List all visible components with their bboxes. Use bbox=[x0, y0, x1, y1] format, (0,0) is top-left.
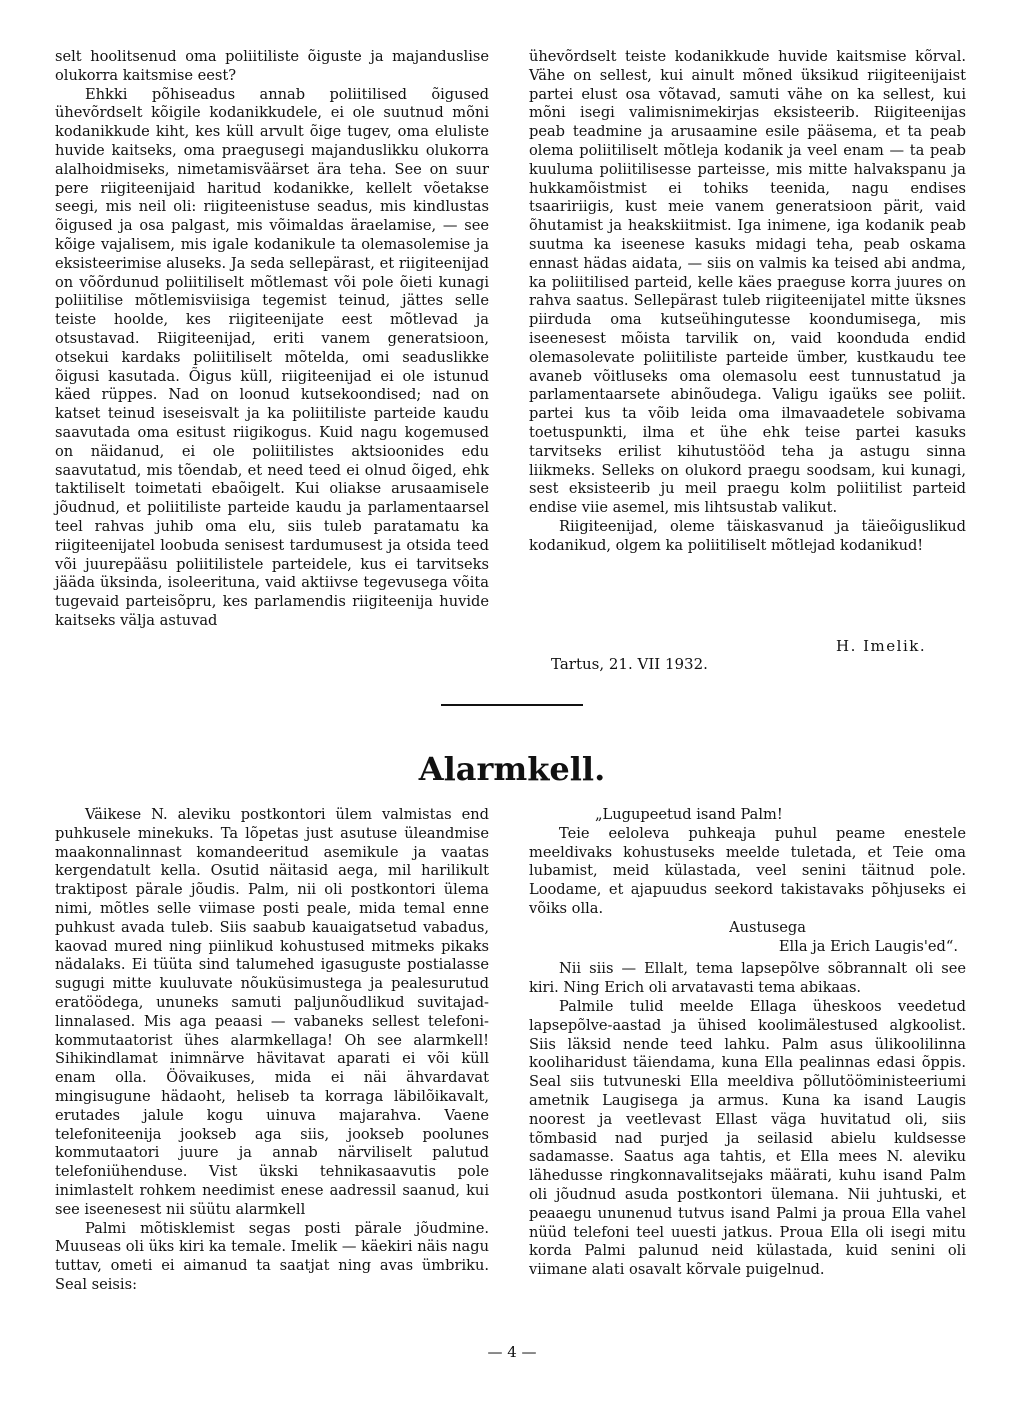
paragraph: Palmi mõtisklemist segas posti pärale jõudmine. Muuseas oli üks kiri ka temale. Imelik — käekiri näis nagu tuttav, ometi ei aimanud ta saatjat ning avas ümbriku. Seal seisis: bbox=[55, 1219, 489, 1293]
story-column-1 bbox=[55, 806, 489, 1295]
page-number: — 4 — bbox=[487, 1343, 537, 1361]
paragraph: Väikese N. aleviku postkontori ülem valmistas end puhkusele minekuks. Ta lõpetas just asutuse üleandmise maakonnalinnast komandeeritud asemikule ja vaatas kergendatult kella. Osutid näitasid aega, mil harilikult traktipost pärale jõudis. Palm, nii oli postkontori ülema nimi, mõtles selle viimase posti peale, mida temal enne puhkust avada tuleb. Siis saabub kauaigatsetud vabadus, kaovad mured ning piinlikud kohustused mitmeks pikaks nädalaks. Ei tüüta sind talumehed igasuguste postialasse sugugi mitte kuuluvate nõuküsimustega ja pealesurutud eratöödega, ununeks samuti paljunõudlikud suvitajad-linnalased. Mis aga peaasi — vabaneks sellest telefoni-kommutaatorist ühes alarmkellaga! Oh see alarmkell! Sihikindlamat inimnärve hävitavat aparati ei või küll enam olla. Öövaikuses, mida ei näi ähvardavat mingisugune hädaoht, heliseb ta korraga läbilõikavalt, erutades jalule kogu uinuva majarahva. Vaene telefoniteenija jookseb aga siis, jookseb poolunes kommutaatori juure ja annab närviliselt palutud telefoniühenduse. Vist ükski tehnikasaavutis pole inimlastelt rohkem needimist enese aadressil saanud, kui see iseenesest nii süütu alarmkell bbox=[55, 806, 489, 1218]
paragraph: Palmile tulid meelde Ellaga üheskoos veedetud lapsepõlve-aastad ja ühised koolimälestused algkoolist. Siis läksid nende teed lahku. Palm asus ülikoolilinna kooliharidust täiendama, kuna Ella pealinnas edasi õppis. Seal siis tutvuneski Ella meeldiva põllutööministeeriumi ametnik Laugisega ja armus. Kuna ka isand Laugis noorest ja veetlevast Ellast väga huvitatud oli, siis tõmbasid nad purjed ja seilasid abielu kuldsesse sadamasse. Saatus aga tahtis, et Ella mees N. aleviku lähedusse ringkonnavalitsejaks määrati, kuhu isand Palm oli jõudnud asuda postkontori ülemana. Nii juhtuski, et peaaegu ununenud tutvus isand Palmi ja proua Ella vahel nüüd telefoni teel uuesti jatkus. Proua Ella oli isegi mitu korda Palmi palunud neid külastada, kuid senini oli viimane alati osavalt kõrvale puigelnud. bbox=[529, 997, 966, 1279]
paragraph: Riigiteenijad, oleme täiskasvanud ja täieõiguslikud kodanikud, olgem ka poliitiliselt mõtlejad kodanikud! bbox=[529, 517, 966, 554]
author-signature: H. Imelik. bbox=[836, 637, 927, 655]
letter-closing: Austusega bbox=[729, 918, 806, 936]
letter-body: Teie eeloleva puhkeaja puhul peame enestele meeldivaks kohustuseks meelde tuletada, et Teie oma lubamist, meid külastada, veel senini täitnud pole. Loodame, et ajapuudus seekord takistavaks põhjuseks ei võiks olla. bbox=[529, 824, 966, 917]
paragraph: ühevõrdselt teiste kodanikkude huvide kaitsmise kõrval. Vähe on sellest, kui ainult mõned üksikud riigiteenijaist partei elust osa võtavad, samuti vähe on ka sellest, kui mõni isegi valimisnimekirjas eksisteerib. Riigiteenijas peab teadmine ja arusaamine esile pääsema, et ta peab olema poliitiliselt mõtleja kodanik ja veel enam — ta peab kuuluma poliitilisesse parteisse, mis mitte halvakspanu ja hukkamõistmist ei tohiks teenida, nagu endises tsaaririigis, kust meie vanem generatsioon pärit, vaid õhutamist ja heakskiitmist. Iga inimene, iga kodanik peab suutma ka iseenese kasuks midagi teha, peab oskama ennast hädas aidata, — siis on valmis ka teised abi andma, ka poliitilised parteid, kelle käes praeguse korra juures on rahva saatus. Sellepärast tuleb riigiteenijatel mitte üksnes piirduda oma kutseühingutesse koondumisega, mis iseenesest mõista tarvilik on, vaid koonduda endid olemasolevate poliitiliste parteide ümber, kustkaudu tee avaneb võitluseks oma olemasolu eest tunnustatud ja parlamentaarsete abinõudega. Valigu igaüks see poliit. partei kus ta võib leida oma ilmavaadetele sobivama toetuspunkti, ilma et ühe ehk teise partei kasuks tarvitseks erilist kihutustööd teha ja astugu sinna liikmeks. Selleks on olukord praegu soodsam, kui kunagi, sest eksisteerib ju meil praegu kolm poliitilist parteid endise viie asemel, mis lihtsustab valikut. bbox=[529, 48, 966, 517]
letter-sender: Ella ja Erich Laugis'ed“. bbox=[778, 937, 958, 955]
paragraph: Nii siis — Ellalt, tema lapsepõlve sõbrannalt oli see kiri. Ning Erich oli arvatavasti tema abikaas. bbox=[529, 960, 966, 997]
top-article-column-1 bbox=[55, 48, 489, 631]
paragraph: Ehkki põhiseadus annab poliitilised õigused ühevõrdselt kõigile kodanikkudele, ei ole suutnud mõni kodanikkude kiht, kes küll arvult õige tugev, oma eluliste huvide kaitseks, oma praegusegi majanduslikku olukorra alalhoidmiseks, nimetamisväärset ära teha. See on suur pere riigiteenijaid haritud kodanikke, kellelt võetakse seegi, mis neil oli: riigiteenistuse seadus, mis kindlustas õigused ja osa palgast, mis võimaldas äraelamise, — see kõige vajalisem, mis igale kodanikule ta olemasolemise ja eksisteerimise aluseks. Ja seda sellepärast, et riigiteenijad on võõrdunud poliitiliselt mõtlemast või pole õieti kunagi poliitilise mõtlemisviisiga tegemist teinud, jättes selle teiste hoolde, kes riigiteenijate eest mõtlevad ja otsustavad. Riigiteenijad, eriti vanem generatsioon, otsekui kardaks poliitiliselt mõtelda, omi seaduslikke õigusi kasutada. Õigus küll, riigiteenijad ei ole istunud käed rüppes. Nad on loonud kutsekoondised; nad on katset teinud iseseisvalt ja ka poliitiliste parteide kaudu saavutada oma esitust riigikogus. Kuid nagu kogemused on näidanud, ei ole poliitilistes aktsioonides edu saavutatud, mis tõendab, et need teed ei olnud õiged, ehk taktiliselt toimetati ebaõigelt. Kui oliakse arusaamisele jõudnud, et poliitiliste parteide kaudu ja parlamentaarsel teel rahvas juhib oma elu, siis tuleb paratamatu ka riigiteenijatel loobuda senisest tardumusest ja otsida teed või juurepääsu poliitilistele parteidele, kus ei tarvitseks jääda üksinda, isoleerituna, vaid aktiivse tegevusega võita tugevaid parteisõpru, kes parlamendis riigiteenija huvide kaitseks välja astuvad bbox=[55, 85, 489, 629]
letter-salutation: „Lugupeetud isand Palm! bbox=[595, 806, 783, 823]
story-title: Alarmkell. bbox=[418, 750, 606, 788]
story-column-2 bbox=[529, 806, 966, 1280]
section-divider bbox=[441, 704, 583, 706]
top-article-column-2 bbox=[529, 48, 966, 556]
dateline: Tartus, 21. VII 1932. bbox=[551, 655, 708, 673]
paragraph: selt hoolitsenud oma poliitiliste õiguste ja majanduslise olukorra kaitsmise eest? bbox=[55, 48, 489, 84]
